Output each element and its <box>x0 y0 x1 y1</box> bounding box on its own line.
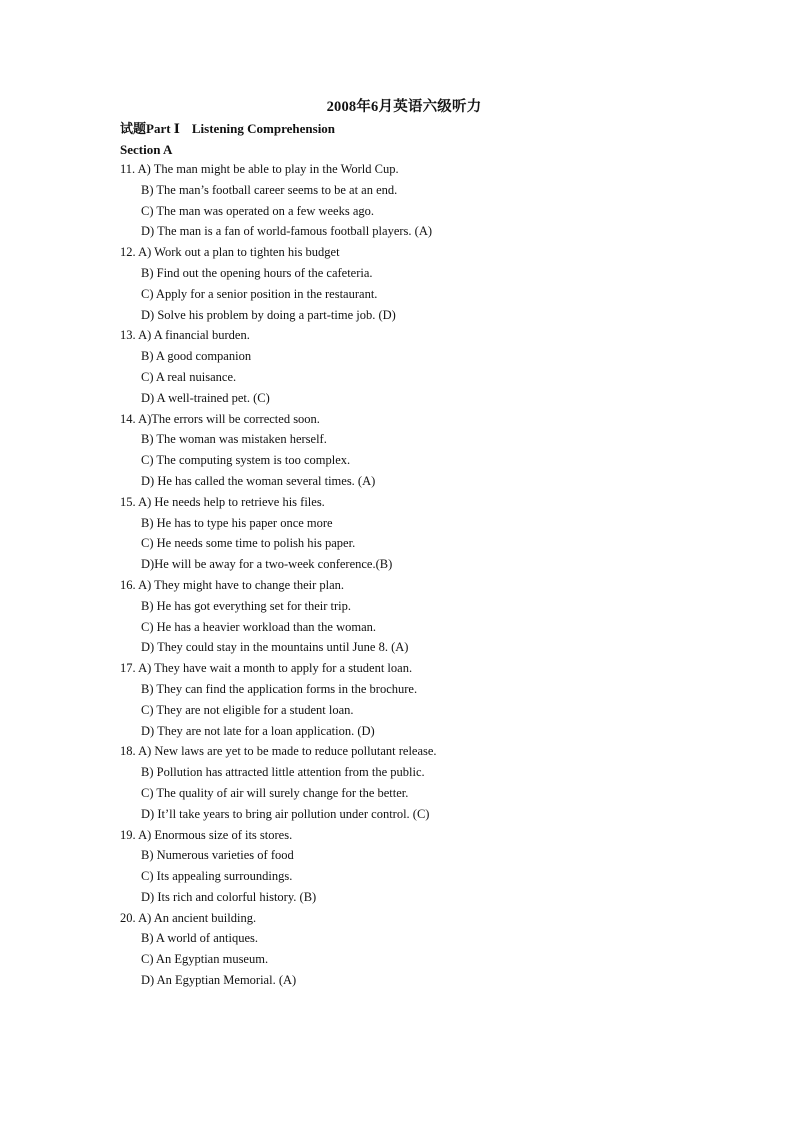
question-item <box>120 575 720 658</box>
answer-option <box>120 617 720 638</box>
option-text: B) The man’s football career seems to be at an end. <box>141 182 398 197</box>
part-prefix: 试题 <box>120 121 147 136</box>
option-text: C) The computing system is too complex. <box>141 453 351 468</box>
answer-option <box>120 221 720 242</box>
option-text: A) A financial burden. <box>138 328 250 343</box>
answer-option <box>120 388 720 409</box>
option-text: D) It’ll take years to bring air pollution under control. (C) <box>141 806 430 821</box>
question-number: 15. <box>120 494 136 509</box>
answer-option <box>120 513 720 534</box>
question-item <box>120 492 720 575</box>
option-text: B) He has to type his paper once more <box>141 515 333 530</box>
part-heading <box>120 120 335 138</box>
answer-option <box>120 949 720 970</box>
option-text: C) He has a heavier workload than the woman. <box>141 619 376 634</box>
answer-option <box>120 700 720 721</box>
option-text: D) They could stay in the mountains until June 8. (A) <box>141 640 409 655</box>
option-text: A) Work out a plan to tighten his budget <box>138 245 340 260</box>
answer-option <box>120 866 720 887</box>
answer-option <box>120 242 720 263</box>
answer-option <box>120 471 720 492</box>
option-text: C) A real nuisance. <box>141 369 237 384</box>
question-number: 13. <box>120 328 136 343</box>
option-text: A) He needs help to retrieve his files. <box>138 494 325 509</box>
question-item <box>120 159 720 242</box>
question-item <box>120 825 720 908</box>
option-text: D) Solve his problem by doing a part-time job. (D) <box>141 307 396 322</box>
answer-option <box>120 346 720 367</box>
option-text: C) An Egyptian museum. <box>141 952 269 967</box>
page-title: 2008年6月英语六级听力 <box>326 99 482 115</box>
answer-option <box>120 325 720 346</box>
question-item <box>120 658 720 741</box>
option-text: C) He needs some time to polish his paper. <box>141 536 356 551</box>
section-heading: Section A <box>120 142 173 157</box>
option-text: B) Pollution has attracted little attention from the public. <box>141 765 425 780</box>
answer-option <box>120 908 720 929</box>
option-text: C) Its appealing surroundings. <box>141 869 293 884</box>
question-item <box>120 325 720 408</box>
answer-option <box>120 263 720 284</box>
option-text: A)The errors will be corrected soon. <box>138 411 320 426</box>
answer-option <box>120 783 720 804</box>
option-text: A) An ancient building. <box>138 910 257 925</box>
option-text: A) Enormous size of its stores. <box>138 827 293 842</box>
question-number: 16. <box>120 577 136 592</box>
question-number: 12. <box>120 245 136 260</box>
question-item <box>120 242 720 325</box>
answer-option <box>120 928 720 949</box>
answer-option <box>120 533 720 554</box>
question-number: 17. <box>120 661 136 676</box>
option-text: A) They might have to change their plan. <box>138 577 345 592</box>
answer-option <box>120 637 720 658</box>
option-text: B) Find out the opening hours of the cafeteria. <box>141 265 373 280</box>
answer-option <box>120 367 720 388</box>
option-text: B) A good companion <box>141 349 252 364</box>
option-text: B) He has got everything set for their trip. <box>141 598 352 613</box>
answer-option <box>120 575 720 596</box>
answer-option <box>120 429 720 450</box>
question-number: 20. <box>120 910 136 925</box>
part-label: Part Ⅰ <box>146 121 180 136</box>
option-text: B) A world of antiques. <box>141 931 259 946</box>
option-text: D) The man is a fan of world-famous football players. (A) <box>141 224 433 239</box>
option-text: C) The quality of air will surely change for the better. <box>141 785 409 800</box>
option-text: C) Apply for a senior position in the restaurant. <box>141 286 378 301</box>
answer-option <box>120 804 720 825</box>
answer-option <box>120 159 720 180</box>
question-item <box>120 908 720 991</box>
answer-option <box>120 762 720 783</box>
answer-option <box>120 554 720 575</box>
question-list <box>120 159 720 991</box>
option-text: D) A well-trained pet. (C) <box>141 390 270 405</box>
question-number: 18. <box>120 744 136 759</box>
answer-option <box>120 180 720 201</box>
answer-option <box>120 741 720 762</box>
answer-option <box>120 305 720 326</box>
option-text: D) They are not late for a loan application. (D) <box>141 723 375 738</box>
question-number: 14. <box>120 411 136 426</box>
answer-option <box>120 450 720 471</box>
option-text: C) They are not eligible for a student loan. <box>141 702 354 717</box>
option-text: C) The man was operated on a few weeks ago. <box>141 203 375 218</box>
option-text: D) He has called the woman several times. (A) <box>141 473 376 488</box>
answer-option <box>120 887 720 908</box>
option-text: B) They can find the application forms in the brochure. <box>141 681 418 696</box>
question-item <box>120 409 720 492</box>
answer-option <box>120 721 720 742</box>
question-item <box>120 741 720 824</box>
answer-option <box>120 970 720 991</box>
answer-option <box>120 825 720 846</box>
answer-option <box>120 658 720 679</box>
answer-option <box>120 284 720 305</box>
option-text: A) New laws are yet to be made to reduce pollutant release. <box>138 744 437 759</box>
part-name: Listening Comprehension <box>191 121 336 136</box>
answer-option <box>120 845 720 866</box>
answer-option <box>120 596 720 617</box>
option-text: B) Numerous varieties of food <box>141 848 294 863</box>
option-text: A) The man might be able to play in the World Cup. <box>137 162 399 176</box>
answer-option <box>120 492 720 513</box>
option-text: B) The woman was mistaken herself. <box>141 432 327 447</box>
option-text: D)He will be away for a two-week conference.(B) <box>141 557 393 572</box>
answer-option <box>120 679 720 700</box>
question-number: 19. <box>120 827 136 842</box>
answer-option <box>120 201 720 222</box>
option-text: D) Its rich and colorful history. (B) <box>141 889 317 904</box>
option-text: D) An Egyptian Memorial. (A) <box>141 973 297 988</box>
answer-option <box>120 409 720 430</box>
question-number: 11. <box>120 162 136 176</box>
option-text: A) They have wait a month to apply for a student loan. <box>138 661 413 676</box>
